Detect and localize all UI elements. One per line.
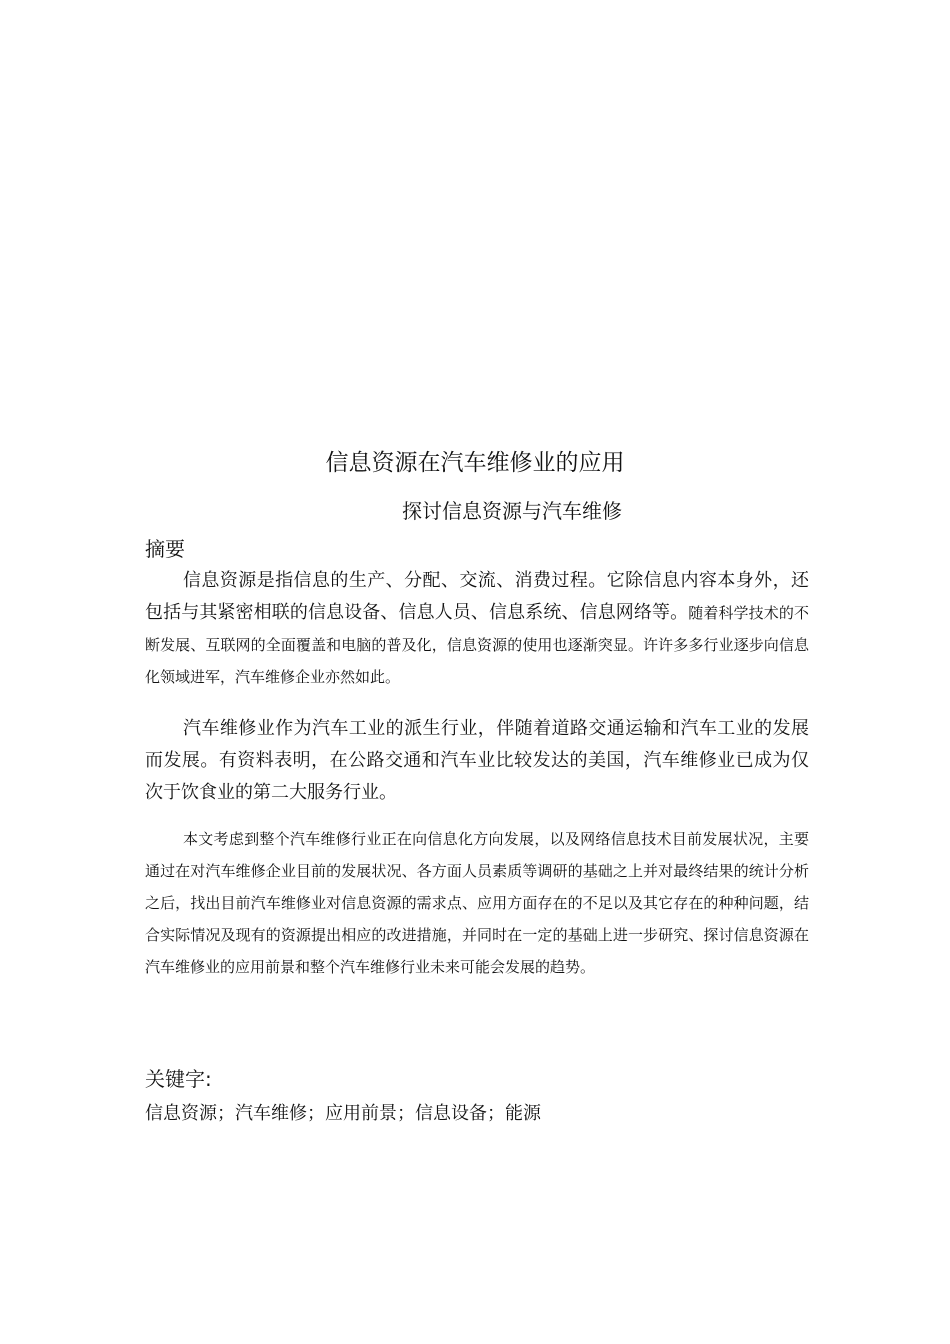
abstract-heading: 摘要 xyxy=(145,537,185,561)
document-subtitle: 探讨信息资源与汽车维修 xyxy=(402,499,622,523)
keywords-list: 信息资源；汽车维修；应用前景；信息设备；能源 xyxy=(145,1103,541,1124)
abstract-paragraph-1 xyxy=(145,565,809,693)
abstract-paragraph-3: 本文考虑到整个汽车维修行业正在向信息化方向发展，以及网络信息技术目前发展状况，主要通过在对汽车维修企业目前的发展状况、各方面人员素质等调研的基础之上并对最终结果的统计分析之后，找出目前汽车维修业对信息资源的需求点、应用方面存在的不足以及其它存在的种种问题，结合实际情况及现有的资源提出相应的改进措施，并同时在一定的基础上进一步研究、探讨信息资源在汽车维修业的应用前景和整个汽车维修行业未来可能会发展的趋势。 xyxy=(145,830,809,976)
paragraph-1-main-text: 信息资源是指信息的生产、分配、交流、消费过程。它除信息内容本身外，还包括与其紧密相联的信息设备、信息人员、信息系统、信息网络等。 xyxy=(145,570,809,623)
document-title: 信息资源在汽车维修业的应用 xyxy=(325,450,625,476)
keywords-heading: 关键字: xyxy=(145,1067,212,1091)
paragraph-1-small-text: 随着科学技术的不断发展、互联网的全面覆盖和电脑的普及化，信息资源的使用也逐渐突显。许许多多行业逐步向信息化领域进军，汽车维修企业亦然如此。 xyxy=(145,604,809,686)
abstract-paragraph-2: 汽车维修业作为汽车工业的派生行业，伴随着道路交通运输和汽车工业的发展而发展。有资料表明，在公路交通和汽车业比较发达的美国，汽车维修业已成为仅次于饮食业的第二大服务行业。 xyxy=(145,718,809,803)
